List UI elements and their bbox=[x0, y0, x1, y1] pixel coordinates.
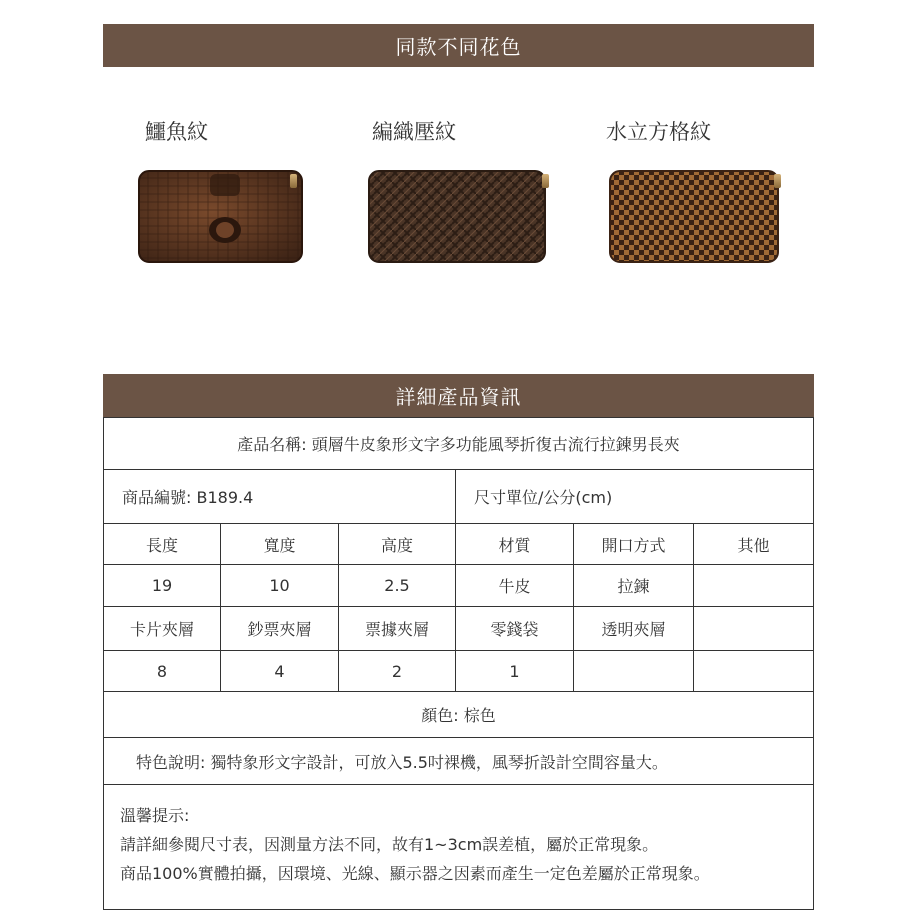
notes-line-2: 商品100%實體拍攝，因環境、光線、顯示器之因素而產生一定色差屬於正常現象。 bbox=[120, 864, 710, 883]
variant-label-checkered: 水立方格紋 bbox=[606, 120, 711, 144]
spec-value-bill-slots: 4 bbox=[220, 650, 339, 692]
spec-header-opening: 開口方式 bbox=[573, 523, 694, 565]
variant-label-crocodile: 鱷魚紋 bbox=[145, 120, 208, 144]
feature-text: 特色說明: 獨特象形文字設計，可放入5.5吋裸機，風琴折設計空間容量大。 bbox=[136, 752, 668, 772]
spec-header-material: 材質 bbox=[455, 523, 574, 565]
details-section-header bbox=[103, 374, 814, 417]
wallet-image-checkered bbox=[609, 170, 779, 263]
spec-header-card-slots: 卡片夾層 bbox=[103, 606, 221, 651]
spec-header-length: 長度 bbox=[103, 523, 221, 565]
spec-header-receipt-slots: 票據夾層 bbox=[338, 606, 456, 651]
spec-value-other bbox=[693, 564, 814, 607]
sku-cell bbox=[103, 469, 456, 524]
unit-cell bbox=[455, 469, 814, 524]
spec-header-empty bbox=[693, 606, 814, 651]
wallet-image-crocodile bbox=[138, 170, 303, 263]
spec-value-coin-pocket: 1 bbox=[455, 650, 574, 692]
spec-header-other: 其他 bbox=[693, 523, 814, 565]
colors-section-title: 同款不同花色 bbox=[395, 35, 522, 59]
spec-header-height: 高度 bbox=[338, 523, 456, 565]
details-section-title: 詳細產品資訊 bbox=[395, 385, 522, 409]
spec-value-card-slots: 8 bbox=[103, 650, 221, 692]
feature-cell bbox=[103, 737, 814, 785]
spec-value-length: 19 bbox=[103, 564, 221, 607]
spec-value-opening: 拉鍊 bbox=[573, 564, 694, 607]
spec-value-clear-slot bbox=[573, 650, 694, 692]
colors-section-header bbox=[103, 24, 814, 67]
unit-text: 尺寸單位/公分(cm) bbox=[474, 488, 613, 507]
spec-value-receipt-slots: 2 bbox=[338, 650, 456, 692]
color-cell bbox=[103, 691, 814, 738]
spec-value-material: 牛皮 bbox=[455, 564, 574, 607]
sku-text: 商品編號: B189.4 bbox=[122, 488, 254, 507]
spec-header-coin-pocket: 零錢袋 bbox=[455, 606, 574, 651]
spec-header-bill-slots: 鈔票夾層 bbox=[220, 606, 339, 651]
variant-label-woven: 編織壓紋 bbox=[372, 120, 456, 144]
spec-value-width: 10 bbox=[220, 564, 339, 607]
color-text: 顏色: 棕色 bbox=[421, 706, 496, 725]
spec-header-clear-slot: 透明夾層 bbox=[573, 606, 694, 651]
spec-value-empty bbox=[693, 650, 814, 692]
product-name: 產品名稱: 頭層牛皮象形文字多功能風琴折復古流行拉鍊男長夾 bbox=[237, 435, 680, 454]
wallet-image-woven bbox=[368, 170, 546, 263]
notes-box bbox=[103, 784, 814, 910]
spec-header-width: 寬度 bbox=[220, 523, 339, 565]
notes-title: 溫馨提示: bbox=[120, 806, 190, 825]
product-name-cell bbox=[103, 417, 814, 470]
spec-value-height: 2.5 bbox=[338, 564, 456, 607]
notes-line-1: 請詳細參閱尺寸表，因測量方法不同，故有1~3cm誤差植，屬於正常現象。 bbox=[120, 835, 659, 854]
